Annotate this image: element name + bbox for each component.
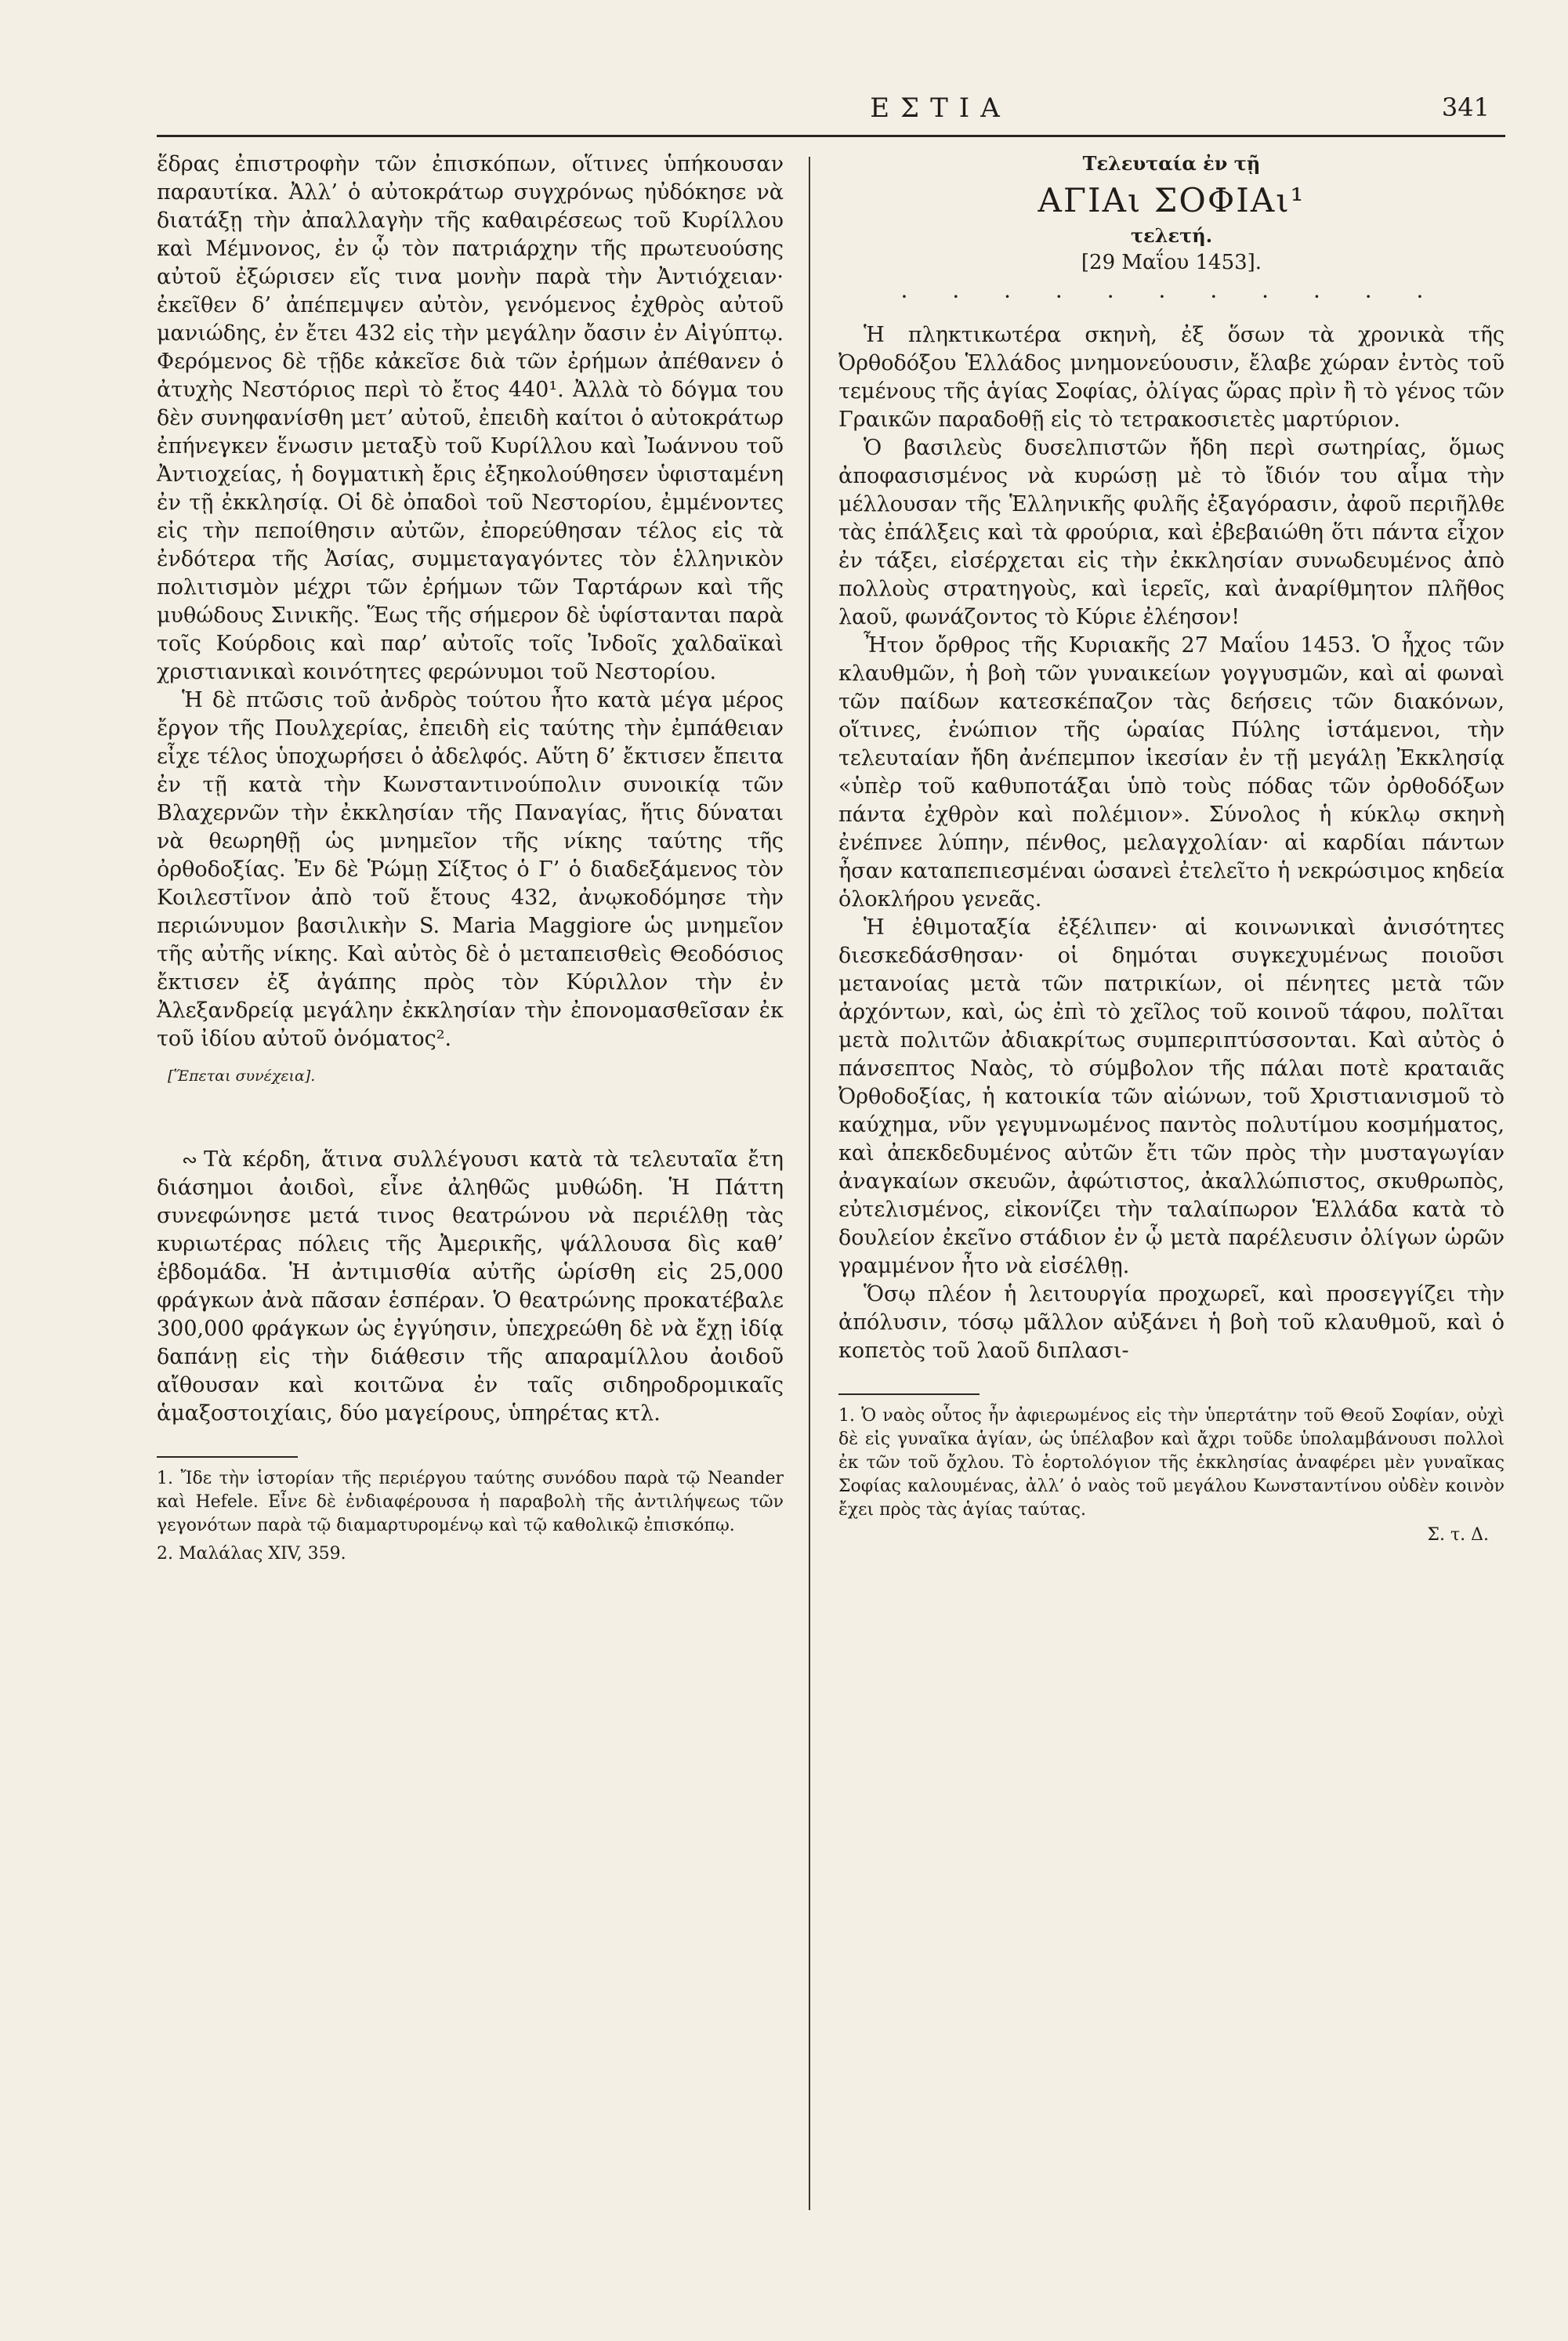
footnote-rule-right [838,1393,980,1395]
left-paragraph-1: ἕδρας ἐπιστροφὴν τῶν ἐπισκόπων, οἵτινες ὑπήκουσαν παραυτίκα. Ἀλλ’ ὁ αὐτοκράτωρ συγχρόνως ηὐδόκησε νὰ διατάξῃ τὴν ἀπαλλαγὴν τῆς καθαιρέσεως τοῦ Κυρίλλου καὶ Μέμνονος, ἐν ᾧ τὸν πατριάρχην τῆς πρωτευούσης αὐτοῦ ἐξώρισεν εἴς τινα μονὴν παρὰ τὴν Ἀντιόχειαν· ἐκεῖθεν δ’ ἀπέπεμψεν αὐτὸν, γενόμενος ἐχθρὸς αὐτοῦ μανιώδης, ἐν ἔτει 432 εἰς τὴν μεγάλην ὄασιν ἐν Αἰγύπτῳ. Φερόμενος δὲ τῇδε κἀκεῖσε διὰ τῶν ἐρήμων ἀπέθανεν ὁ ἀτυχὴς Νεστόριος περὶ τὸ ἔτος 440¹. Ἀλλὰ τὸ δόγμα του δὲν συνηφανίσθη μετ’ αὐτοῦ, ἐπειδὴ καίτοι ὁ αὐτοκράτωρ ἐπήνεγκεν ἕνωσιν μεταξὺ τοῦ Κυρίλλου καὶ Ἰωάννου τοῦ Ἀντιοχείας, ἡ δογματικὴ ἔρις ἐξηκολούθησεν ὑφισταμένη ἐν τῇ ἐκκλησίᾳ. Οἱ δὲ ὀπαδοὶ τοῦ Νεστορίου, ἐμμένοντες εἰς τὴν πεποίθησιν αὐτῶν, ἐπορεύθησαν τέλος εἰς τὰ ἐνδότερα τῆς Ἀσίας, συμμεταγαγόντες τὸν ἑλληνικὸν πολιτισμὸν μέχρι τῶν ἐρήμων τῶν Ταρτάρων καὶ τῆς μυθώδους Σινικῆς. Ἕως τῆς σήμερον δὲ ὑφίστανται παρὰ τοῖς Κούρδοις καὶ παρ’ αὐτοῖς τοῖς Ἰνδοῖς χαλδαϊκαὶ χριστιανικαὶ κοινότητες φερώνυμοι τοῦ Νεστορίου. [157,152,784,684]
article-heading-sub: τελετή. [1130,224,1213,247]
column-divider [809,157,810,2210]
article-heading: ΑΓΙΑι ΣΟΦΙΑι¹ [1037,181,1305,219]
header-rule [157,135,1505,137]
right-paragraph-1: Ἡ πληκτικωτέρα σκηνὴ, ἐξ ὅσων τὰ χρονικὰ τῆς Ὀρθοδόξου Ἑλλάδος μνημονεύουσιν, ἔλαβε χώραν ἐντὸς τοῦ τεμένους τῆς ἁγίας Σοφίας, ὀλίγας ὥρας πρὶν ἢ τὸ γένος τῶν Γραικῶν παραδοθῇ εἰς τὸ τετρακοσιετὲς μαρτύριον. [838,323,1505,432]
footnote-1: 1. Ἴδε τὴν ἱστορίαν τῆς περιέργου ταύτης συνόδου παρὰ τῷ Neander καὶ Hefele. Εἶνε δὲ ἐνδιαφέρουσα ἡ παραβολὴ τῆς ἀντιλήψεως τῶν γεγονότων παρὰ τῷ διαμαρτυρομένῳ καὶ τῷ καθολικῷ ἐπισκόπῳ. [157,1469,784,1535]
right-paragraph-5: Ὅσῳ πλέον ἡ λειτουργία προχωρεῖ, καὶ προσεγγίζει τὴν ἀπόλυσιν, τόσῳ μᾶλλον αὐξάνει ἡ βοὴ τοῦ κλαυθμοῦ, καὶ ὁ κοπετὸς τοῦ λαοῦ διπλασι- [838,1282,1505,1363]
news-item [157,1146,784,1428]
continued-note: [Ἕπεται συνέχεια]. [168,1067,316,1085]
dotted-separator: · · · · · · · · · · · [900,284,1443,310]
left-paragraph-2: Ἡ δὲ πτῶσις τοῦ ἀνδρὸς τούτου ἦτο κατὰ μέγα μέρος ἔργον τῆς Πουλχερίας, ἐπειδὴ εἰς ταύτης τὴν ἐμπάθειαν εἶχε τέλος ὑποχωρήσει ὁ ἀδελφός. Αὕτη δ’ ἔκτισεν ἔπειτα ἐν τῇ κατὰ τὴν Κωνσταντινούπολιν συνοικίᾳ τῶν Βλαχερνῶν τὴν ἐκκλησίαν τῆς Παναγίας, ἥτις δύναται νὰ θεωρηθῇ ὡς μνημεῖον τῆς νίκης ταύτης τῆς ὀρθοδοξίας. Ἐν δὲ Ῥώμῃ Σίξτος ὁ Γ’ ὁ διαδεξάμενος τὸν Κοιλεστῖνον ἀπὸ τοῦ ἔτους 432, ἀνῳκοδόμησε τὴν περιώνυμον βασιλικὴν S. Maria Maggiore ὡς μνημεῖον τῆς αὐτῆς νίκης. Καὶ αὐτὸς δὲ ὁ μεταπεισθεὶς Θεοδόσιος ἔκτισεν ἐξ ἀγάπης πρὸς τὸν Κύριλλον τὴν ἐν Ἀλεξανδρείᾳ μεγάλην ἐκκλησίαν τὴν ἐπονομασθεῖσαν ἐκ τοῦ ἰδίου αὐτοῦ ὀνόματος². [157,688,784,1051]
journal-title: ΕΣΤΙΑ [870,92,1011,124]
signature: Σ. τ. Δ. [1427,1525,1489,1545]
footnote-rule [157,1456,298,1458]
page-number: 341 [1441,92,1490,122]
ornament-icon: ∾ [182,1149,198,1171]
right-footnote-block [838,1393,1505,1545]
right-paragraph-4: Ἡ ἐθιμοταξία ἐξέλιπεν· αἱ κοινωνικαὶ ἀνισότητες διεσκεδάσθησαν· οἱ δημόται συγκεχυμένως ποιοῦσι μετανοίας μετὰ τῶν πατρικίων, οἱ πένητες μετὰ τῶν ἀρχόντων, καὶ, ὡς ἐπὶ τὸ χεῖλος τοῦ κοινοῦ τάφου, πολῖται μετὰ πολιτῶν ἀδιακρίτως συμπεριπτύσσονται. Καὶ αὐτὸς ὁ πάνσεπτος Ναὸς, τὸ σύμβολον τῆς πάλαι ποτὲ κραταιᾶς Ὀρθοδοξίας, ἡ κατοικία τῶν αἰώνων, τοῦ Χριστιανισμοῦ τὸ καύχημα, νῦν γεγυμνωμένος παντὸς πολυτίμου κοσμήματος, καὶ ἀπεκδεδυμένος αὐτῶν ἔτι τῶν πρὸς τὴν μυσταγωγίαν ἀναγκαίων σκευῶν, ἀφώτιστος, ἀκαλλώπιστος, σκυθρωπὸς, εὐτελισμένος, εἰκονίζει τὴν ταλαίπωρον Ἑλλάδα κατὰ τὸ δουλείον ἐκεῖνο στάδιον ἐν ᾧ μετὰ παρέλευσιν ὀλίγων ὡρῶν γραμμένον ἦτο νὰ εἰσέλθῃ. [838,915,1505,1278]
news-item-text: Τὰ κέρδη, ἅτινα συλλέγουσι κατὰ τὰ τελευταῖα ἔτη διάσημοι ἀοιδοὶ, εἶνε ἀληθῶς μυθώδη. Ἡ Πάττη συνεφώνησε μετά τινος θεατρώνου νὰ περιέλθῃ τὰς κυριωτέρας πόλεις τῆς Ἀμερικῆς, ψάλλουσα δὶς καθ’ ἑβδομάδα. Ἡ ἀντιμισθία αὐτῆς ὡρίσθη εἰς 25,000 φράγκων ἀνὰ πᾶσαν ἑσπέραν. Ὁ θεατρώνης προκατέβαλε 300,000 φράγκων ὡς ἐγγύησιν, ὑπεχρεώθη δὲ νὰ ἔχῃ ἰδίᾳ δαπάνῃ εἰς τὴν διάθεσιν τῆς απαραμίλλου ἀοιδοῦ αἴθουσαν καὶ κοιτῶνα ἐν ταῖς σιδηροδρομικαῖς ἁμαξοστοιχίαις, δύο μαγείρους, ὑπηρέτας κτλ. [157,1147,784,1426]
article-heading-small: Τελευταία ἐν τῇ [1082,152,1261,175]
running-head [157,88,1505,135]
right-column [838,150,1505,1545]
left-column [157,150,784,1566]
right-footnote-1: 1. Ὁ ναὸς οὗτος ἦν ἀφιερωμένος εἰς τὴν ὑπερτάτην τοῦ Θεοῦ Σοφίαν, οὐχὶ δὲ εἰς γυναῖκα ἁγίαν, ὡς ὑπέλαβον καὶ ἄχρι τοῦδε ὑπολαμβάνουσι πολλοὶ ἐκ τῶν τοῦ ὄχλου. Τὸ ἑορτολόγιον τῆς ἐκκλησίας ἀναφέρει μὲν γυναῖκας Σοφίας καλουμένας, ἀλλ’ ὁ ναὸς τοῦ μεγάλου Κωνσταντίνου οὐδὲν κοινὸν ἔχει πρὸς τὰς ἁγίας ταύτας. [838,1406,1505,1520]
right-paragraph-3: Ἦτον ὄρθρος τῆς Κυριακῆς 27 Μαΐου 1453. Ὁ ἦχος τῶν κλαυθμῶν, ἡ βοὴ τῶν γυναικείων γογγυσμῶν, καὶ αἱ φωναὶ τῶν παίδων κατεσκέπαζον τὰς δεήσεις τῶν διακόνων, οἵτινες, ἐνώπιον τῆς ὡραίας Πύλης ἱστάμενοι, τὴν τελευταίαν ἤδη ἀνέπεμπον ἱκεσίαν ἐν τῇ μεγάλῃ Ἐκκλησίᾳ «ὑπὲρ τοῦ καθυποτάξαι ὑπὸ τοὺς πόδας τῶν ὀρθοδόξων πάντα ἐχθρὸν καὶ πολέμιον». Σύνολος ἡ κύκλῳ σκηνὴ ἐνέπνεε λύπην, πένθος, μελαγχολίαν· αἱ καρδίαι πάντων ἦσαν καταπεπιεσμέναι ὡσανεὶ ἐτελεῖτο ἡ νεκρώσιμος κηδεία ὁλοκλήρου γενεᾶς. [838,633,1505,911]
footnote-2: 2. Μαλάλας XIV, 359. [157,1544,346,1564]
article-date: [29 Μαΐου 1453]. [1081,251,1262,274]
right-paragraph-2: Ὁ βασιλεὺς δυσελπιστῶν ἤδη περὶ σωτηρίας, ὅμως ἀποφασισμένος νὰ κυρώσῃ μὲ τὸ ἴδιόν του αἷμα τὴν μέλλουσαν τῆς Ἑλληνικῆς φυλῆς ἐξαγόρασιν, ἀφοῦ περιῆλθε τὰς ἐπάλξεις καὶ τὰ φρούρια, καὶ ἐβεβαιώθη ὅτι πάντα εἶχον ἐν τάξει, εἰσέρχεται εἰς τὴν ἐκκλησίαν συνωδευμένος ἀπὸ πολλοὺς στρατηγοὺς, καὶ ἱερεῖς, καὶ ἀναρίθμητον πλῆθος λαοῦ, φωνάζοντος τὸ Κύριε ἐλέησον! [838,436,1505,629]
